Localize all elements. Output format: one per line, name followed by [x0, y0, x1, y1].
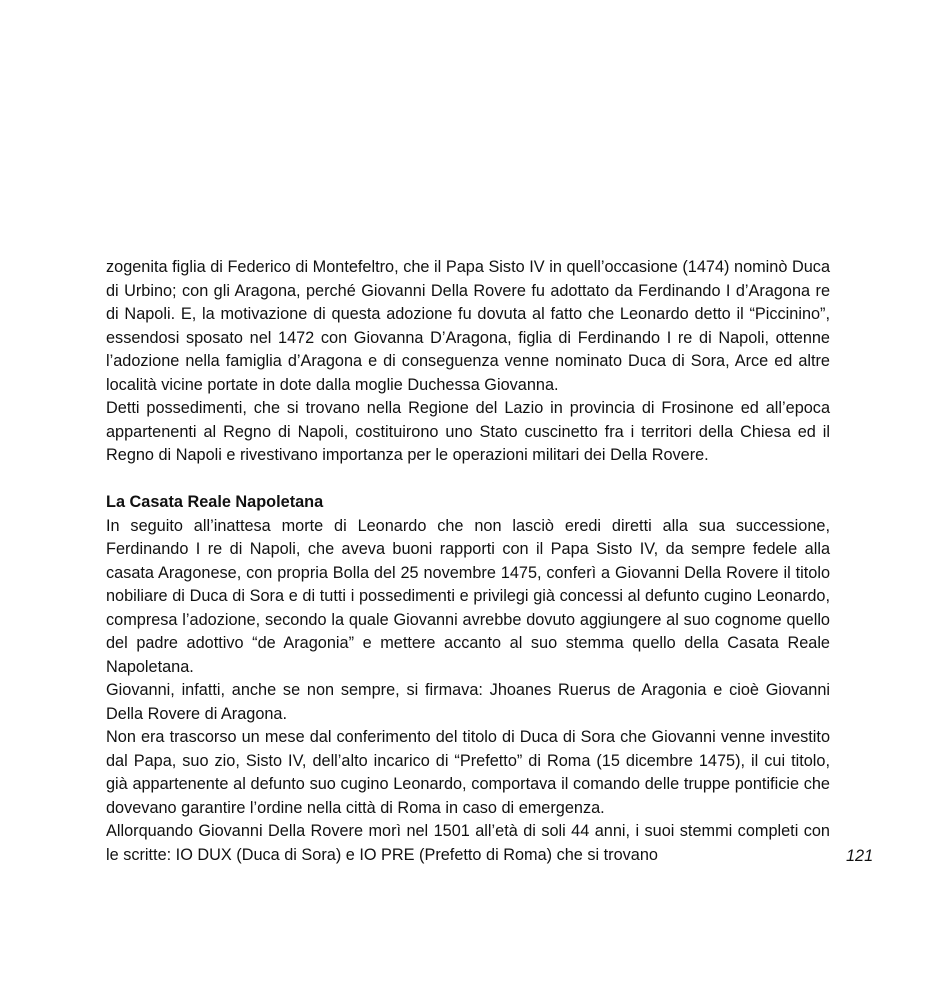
paragraph-death: Allorquando Giovanni Della Rovere morì nel 1501 all’età di soli 44 anni, i suoi stemmi completi con le scritte: IO DUX (Duca di Sora) e IO PRE (Prefetto di Roma) che si trovano — [106, 822, 830, 864]
page-number: 121 — [846, 847, 874, 865]
paragraph-prefect: Non era trascorso un mese dal conferimento del titolo di Duca di Sora che Giovanni venne investito dal Papa, suo zio, Sisto IV, dell’alto incarico di “Prefetto” di Roma (15 dicembre 1475), il cui titolo, già appartenente al defunto suo cugino Leonardo, comportava il comando delle truppe pontificie che dovevano garantire l’ordine nella città di Roma in caso di emergenza. — [106, 728, 830, 817]
paragraph-signature: Giovanni, infatti, anche se non sempre, si firmava: Jhoanes Ruerus de Aragonia e cioè Giovanni Della Rovere di Aragona. — [106, 681, 830, 723]
section-heading: La Casata Reale Napoletana — [106, 493, 324, 511]
page-text-block — [106, 256, 830, 867]
paragraph-possessions: Detti possedimenti, che si trovano nella Regione del Lazio in provincia di Frosinone ed all’epoca appartenenti al Regno di Napoli, costituirono uno Stato cuscinetto fra i territori della Chiesa ed il Regno di Napoli e rivestivano importanza per le operazioni militari dei Della Rovere. — [106, 399, 830, 464]
paragraph-intro: zogenita figlia di Federico di Montefeltro, che il Papa Sisto IV in quell’occasione (1474) nominò Duca di Urbino; con gli Aragona, perché Giovanni Della Rovere fu adottato da Ferdinando I d’Aragona re di Napoli. E, la motivazione di questa adozione fu dovuta al fatto che Leonardo detto il “Piccinino”, essendosi sposato nel 1472 con Giovanna D’Aragona, figlia di Ferdinando I re di Napoli, ottenne l’adozione nella famiglia d’Aragona e di conseguenza venne nominato Duca di Sora, Arce ed altre località vicine portate in dote dalla moglie Duchessa Giovanna. — [106, 258, 830, 394]
paragraph-succession: In seguito all’inattesa morte di Leonardo che non lasciò eredi diretti alla sua successione, Ferdinando I re di Napoli, che aveva buoni rapporti con il Papa Sisto IV, da sempre fedele alla casata Aragonese, con propria Bolla del 25 novembre 1475, conferì a Giovanni Della Rovere il titolo nobiliare di Duca di Sora e di tutti i possedimenti e privilegi già concessi al defunto cugino Leonardo, compresa l’adozione, secondo la quale Giovanni avrebbe dovuto aggiungere al suo cognome quello del padre adottivo “de Aragonia” e mettere accanto al suo stemma quello della Casata Reale Napoletana. — [106, 516, 830, 676]
